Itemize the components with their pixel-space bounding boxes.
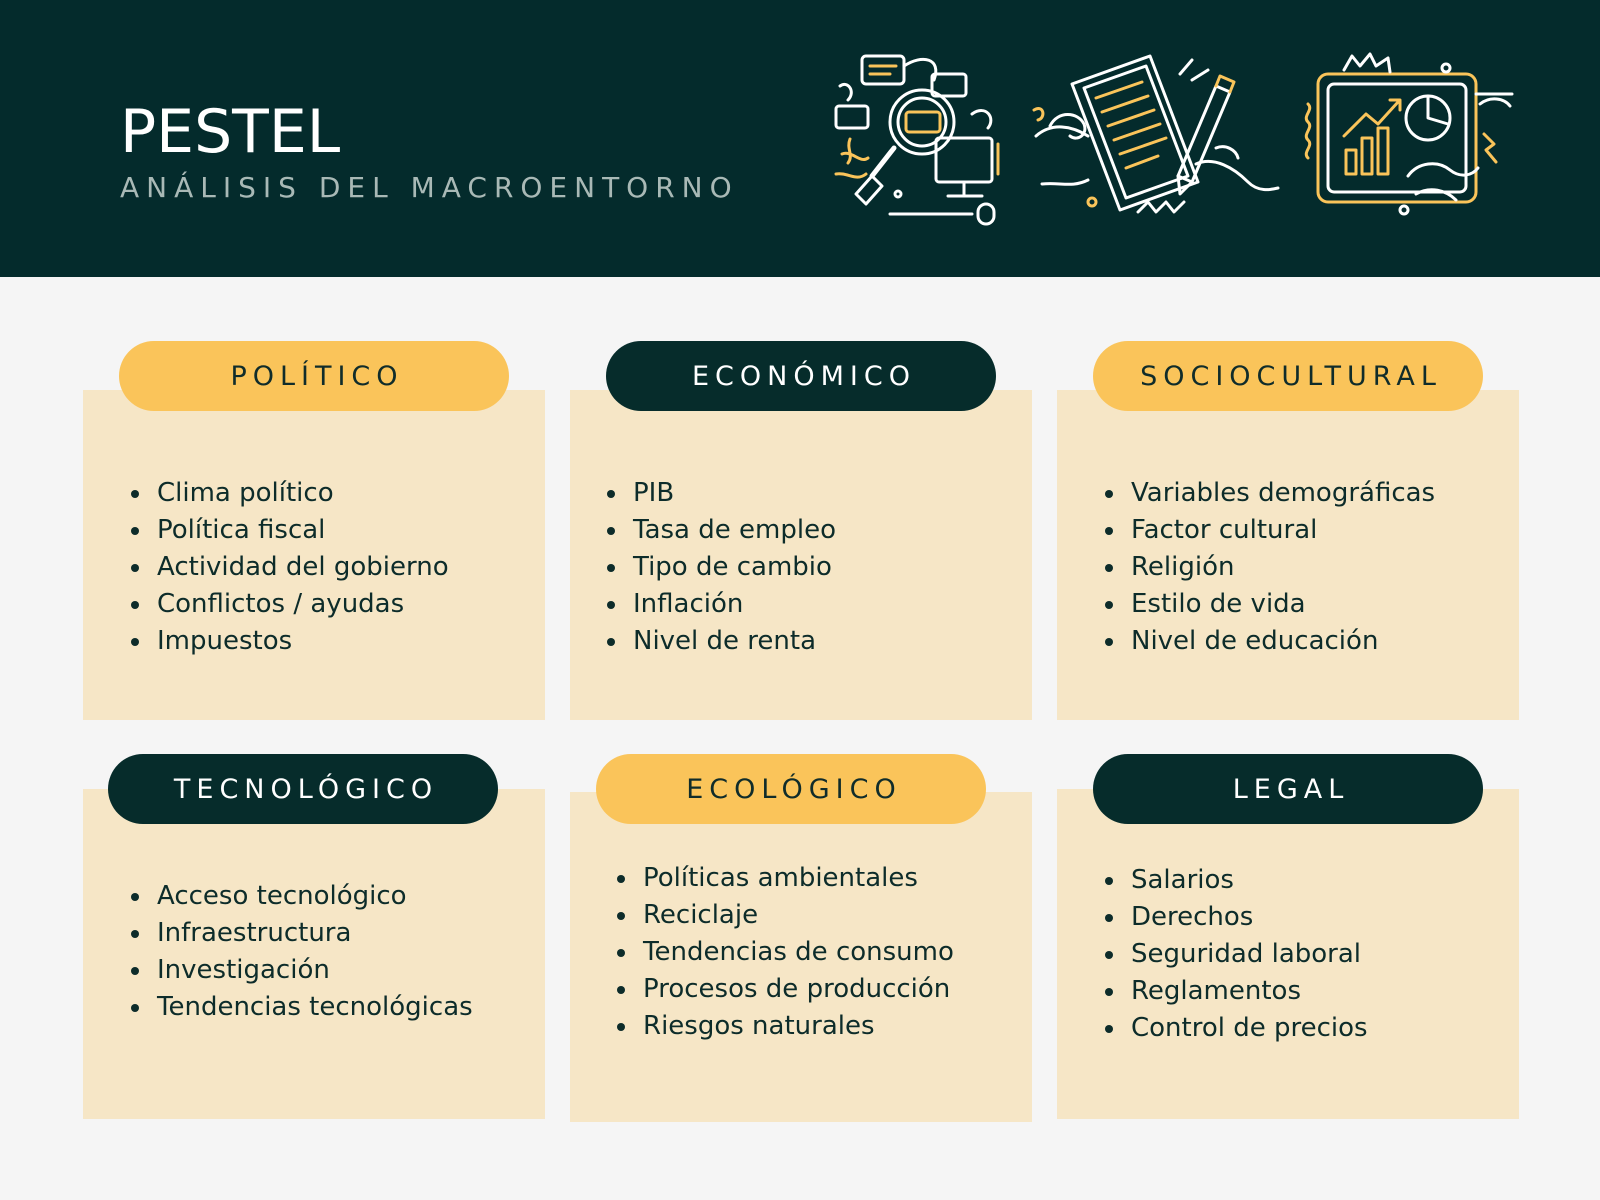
list-item: • Religión — [1127, 549, 1435, 586]
list-politico — [119, 475, 449, 660]
list-item: • Nivel de renta — [629, 623, 836, 660]
list-ecologico — [605, 860, 954, 1045]
list-item: • Impuestos — [153, 623, 449, 660]
label-tecnologico: TECNOLÓGICO — [108, 754, 498, 824]
research-doodle-icon — [832, 44, 1022, 229]
list-item: • Tipo de cambio — [629, 549, 836, 586]
list-item: • Procesos de producción — [639, 971, 954, 1008]
list-item: • Nivel de educación — [1127, 623, 1435, 660]
list-item: • Actividad del gobierno — [153, 549, 449, 586]
list-item: • Conflictos / ayudas — [153, 586, 449, 623]
list-item: • Derechos — [1127, 899, 1368, 936]
list-legal — [1093, 862, 1368, 1047]
list-item: • Reglamentos — [1127, 973, 1368, 1010]
analytics-chart-doodle-icon — [1300, 44, 1520, 229]
label-sociocultural: SOCIOCULTURAL — [1093, 341, 1483, 411]
list-economico — [595, 475, 836, 660]
list-item: • Política fiscal — [153, 512, 449, 549]
page-title: PESTEL — [120, 97, 341, 167]
list-item: • Reciclaje — [639, 897, 954, 934]
list-tecnologico — [119, 878, 473, 1026]
document-writing-doodle-icon — [1030, 44, 1280, 229]
list-item: • Salarios — [1127, 862, 1368, 899]
label-politico: POLÍTICO — [119, 341, 509, 411]
list-item: • Inflación — [629, 586, 836, 623]
list-item: • Tendencias tecnológicas — [153, 989, 473, 1026]
list-item: • Tasa de empleo — [629, 512, 836, 549]
list-item: • Investigación — [153, 952, 473, 989]
list-item: • Variables demográficas — [1127, 475, 1435, 512]
list-item: • Estilo de vida — [1127, 586, 1435, 623]
list-item: • Factor cultural — [1127, 512, 1435, 549]
label-ecologico: ECOLÓGICO — [596, 754, 986, 824]
list-item: • Seguridad laboral — [1127, 936, 1368, 973]
list-item: • PIB — [629, 475, 836, 512]
label-legal: LEGAL — [1093, 754, 1483, 824]
list-item: • Tendencias de consumo — [639, 934, 954, 971]
label-economico: ECONÓMICO — [606, 341, 996, 411]
list-item: • Riesgos naturales — [639, 1008, 954, 1045]
list-item: • Acceso tecnológico — [153, 878, 473, 915]
list-item: • Clima político — [153, 475, 449, 512]
list-item: • Políticas ambientales — [639, 860, 954, 897]
list-item: • Infraestructura — [153, 915, 473, 952]
list-sociocultural — [1093, 475, 1435, 660]
list-item: • Control de precios — [1127, 1010, 1368, 1047]
header-banner — [0, 0, 1600, 277]
page-subtitle: ANÁLISIS DEL MACROENTORNO — [120, 171, 739, 204]
